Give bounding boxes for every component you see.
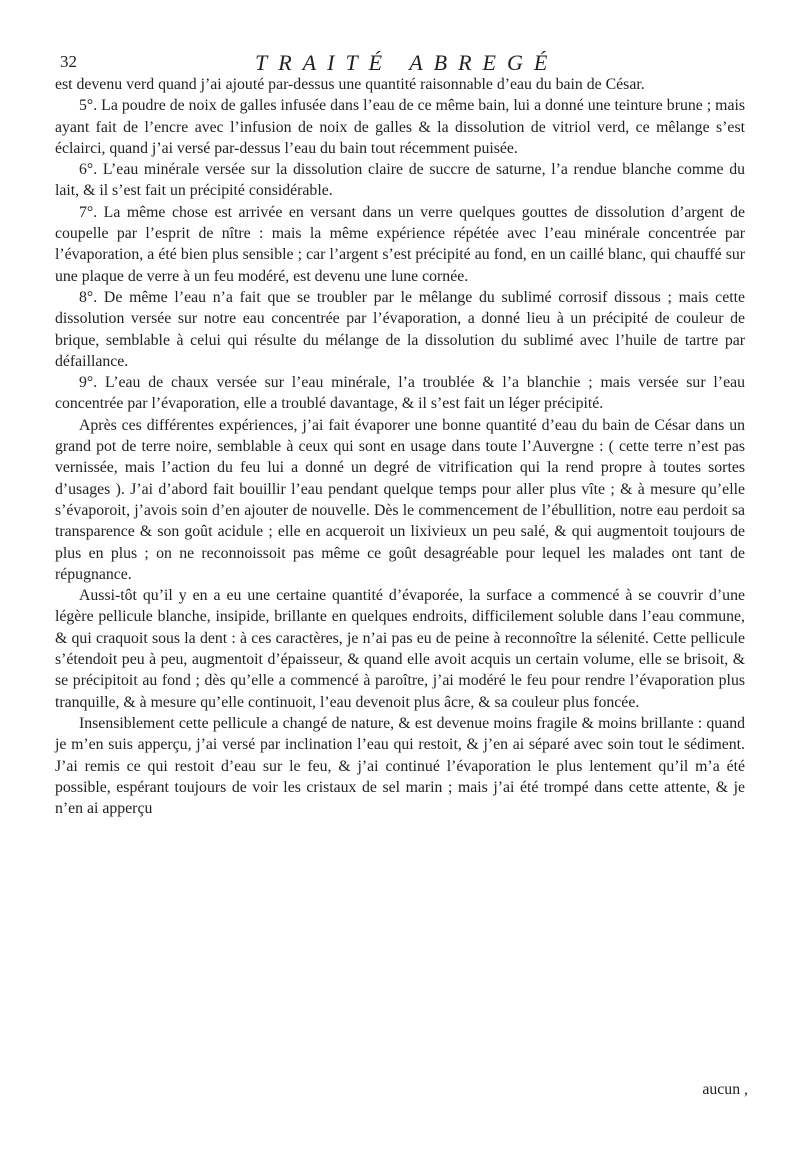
body-text: [55, 74, 745, 819]
paragraph-item-9: 9°. L’eau de chaux versée sur l’eau minérale, l’a troublée & l’a blanchie ; mais versée sur l’eau concentrée par l’évaporation, elle a troublé davantage, & il s’est fait un léger précipité.: [55, 374, 745, 413]
page-number: 32: [60, 52, 77, 71]
paragraph-item-6: 6°. L’eau minérale versée sur la dissolution claire de succre de saturne, l’a rendue blanche comme du lait, & il s’est fait un précipité considérable.: [55, 161, 745, 200]
paragraph-pellicule: Aussi-tôt qu’il y en a eu une certaine quantité d’évaporée, la surface a commencé à se couvrir d’une légère pellicule blanche, insipide, brillante en quelques endroits, difficilement soluble dans l’eau commune, & qui craquoit sous la dent : à ces caractères, je n’ai pas eu de peine à reconnoître la sélenité. Cette pellicule s’étendoit peu à peu, augmentoit d’épaisseur, & quand elle avoit acquis un certain volume, elle se brisoit, & se précipitoit au fond ; dès qu’elle a commencé à paroître, j’ai modéré le feu pour rendre l’évaporation plus tranquille, & à mesure qu’elle continuoit, l’eau devenoit plus âcre, & sa couleur plus foncée.: [55, 587, 745, 711]
paragraph-insensiblement: Insensiblement cette pellicule a changé de nature, & est devenue moins fragile & moins brillante : quand je m’en suis apperçu, j’ai versé par inclination l’eau qui restoit, & j’en ai séparé avec soin tout le sédiment. J’ai remis ce qui restoit d’eau sur le feu, & j’ai continué l’évaporation le plus lentement qu’il m’a été possible, espérant toujours de voir les cristaux de sel marin ; mais j’ai été trompé dans cette attente, & je n’en ai apperçu: [55, 714, 745, 818]
running-title: TRAITÉ ABREGÉ: [255, 50, 559, 75]
paragraph-item-5: 5°. La poudre de noix de galles infusée dans l’eau de ce même bain, lui a donné une teinture brune ; mais ayant fait de l’encre avec l’infusion de noix de galles & la dissolution de vitriol verd, ce mêlange s’est éclairci, quand j’ai versé par-dessus l’eau du bain tout récemment puisée.: [55, 97, 745, 157]
paragraph-evaporation: Après ces différentes expériences, j’ai fait évaporer une bonne quantité d’eau du bain de César dans un grand pot de terre noire, semblable à ceux qui sont en usage dans toute l’Auvergne : ( cette terre n’est pas vernissée, mais l’action du feu lui a donné un degré de vitrification qui la rend propre à toutes sortes d’usages ). J’ai d’abord fait bouillir l’eau pendant quelque temps pour aller plus vîte ; & à mesure qu’elle s’évaporoit, j’avois soin d’en ajouter de nouvelle. Dès le commencement de l’ébullition, notre eau perdoit sa transparence & son goût acidule ; elle en acqueroit un lixivieux un peu salé, & qui augmentoit toujours de plus en plus ; on ne reconnoissoit pas même ce goût desagréable pour lequel les malades ont tant de répugnance.: [55, 416, 745, 583]
paragraph-item-7: 7°. La même chose est arrivée en versant dans un verre quelques gouttes de dissolution d’argent de coupelle par l’esprit de nître : mais la même expérience répétée avec l’eau minérale concentrée par l’évaporation, a été bien plus sensible ; car l’argent s’est précipité au fond, en un caillé blanc, qui chauffé sur une plaque de verre à un feu modéré, est devenu une lune cornée.: [55, 203, 745, 285]
paragraph-item-8: 8°. De même l’eau n’a fait que se troubler par le mêlange du sublimé corrosif dissous ; mais cette dissolution versée sur notre eau concentrée par l’évaporation, a donné lieu à un précipité de couleur de brique, semblable à celui qui résulte du mélange de la dissolution du sublimé avec l’huile de tartre par défaillance.: [55, 288, 745, 370]
paragraph-continuation: est devenu verd quand j’ai ajouté par-dessus une quantité raisonnable d’eau du bain de César.: [55, 76, 645, 93]
catchword: aucun ,: [702, 1081, 748, 1098]
